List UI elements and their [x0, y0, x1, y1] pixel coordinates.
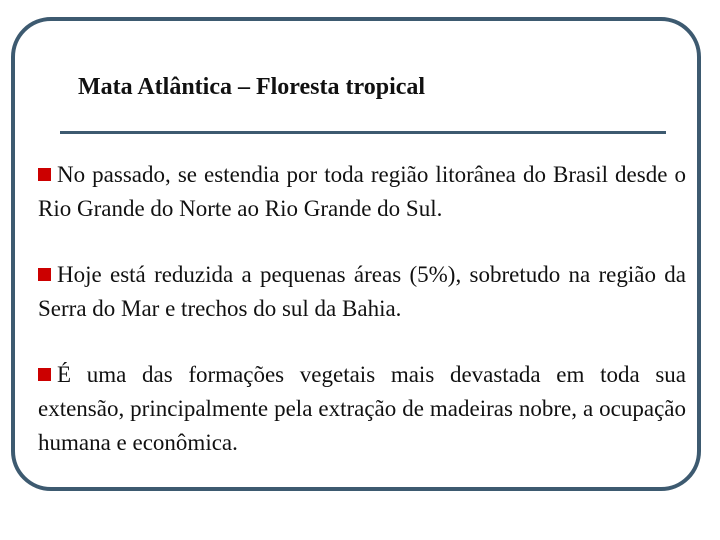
square-bullet-icon: [38, 268, 51, 281]
bullet-text-2: Hoje está reduzida a pequenas áreas (5%), sobretudo na região da Serra do Mar e trechos do sul da Bahia.: [38, 262, 686, 321]
bullet-paragraph-1: [38, 158, 686, 226]
slide-title: Mata Atlântica – Floresta tropical: [78, 74, 426, 100]
square-bullet-icon: [38, 168, 51, 181]
bullet-paragraph-3: [38, 358, 686, 460]
bullet-text-1: No passado, se estendia por toda região litorânea do Brasil desde o Rio Grande do Norte ao Rio Grande do Sul.: [38, 162, 686, 221]
bullet-text-3: É uma das formações vegetais mais devastada em toda sua extensão, principalmente pela extração de madeiras nobre, a ocupação humana e econômica.: [38, 362, 686, 455]
bullet-paragraph-2: [38, 258, 686, 326]
square-bullet-icon: [38, 368, 51, 381]
title-divider: [60, 131, 666, 134]
